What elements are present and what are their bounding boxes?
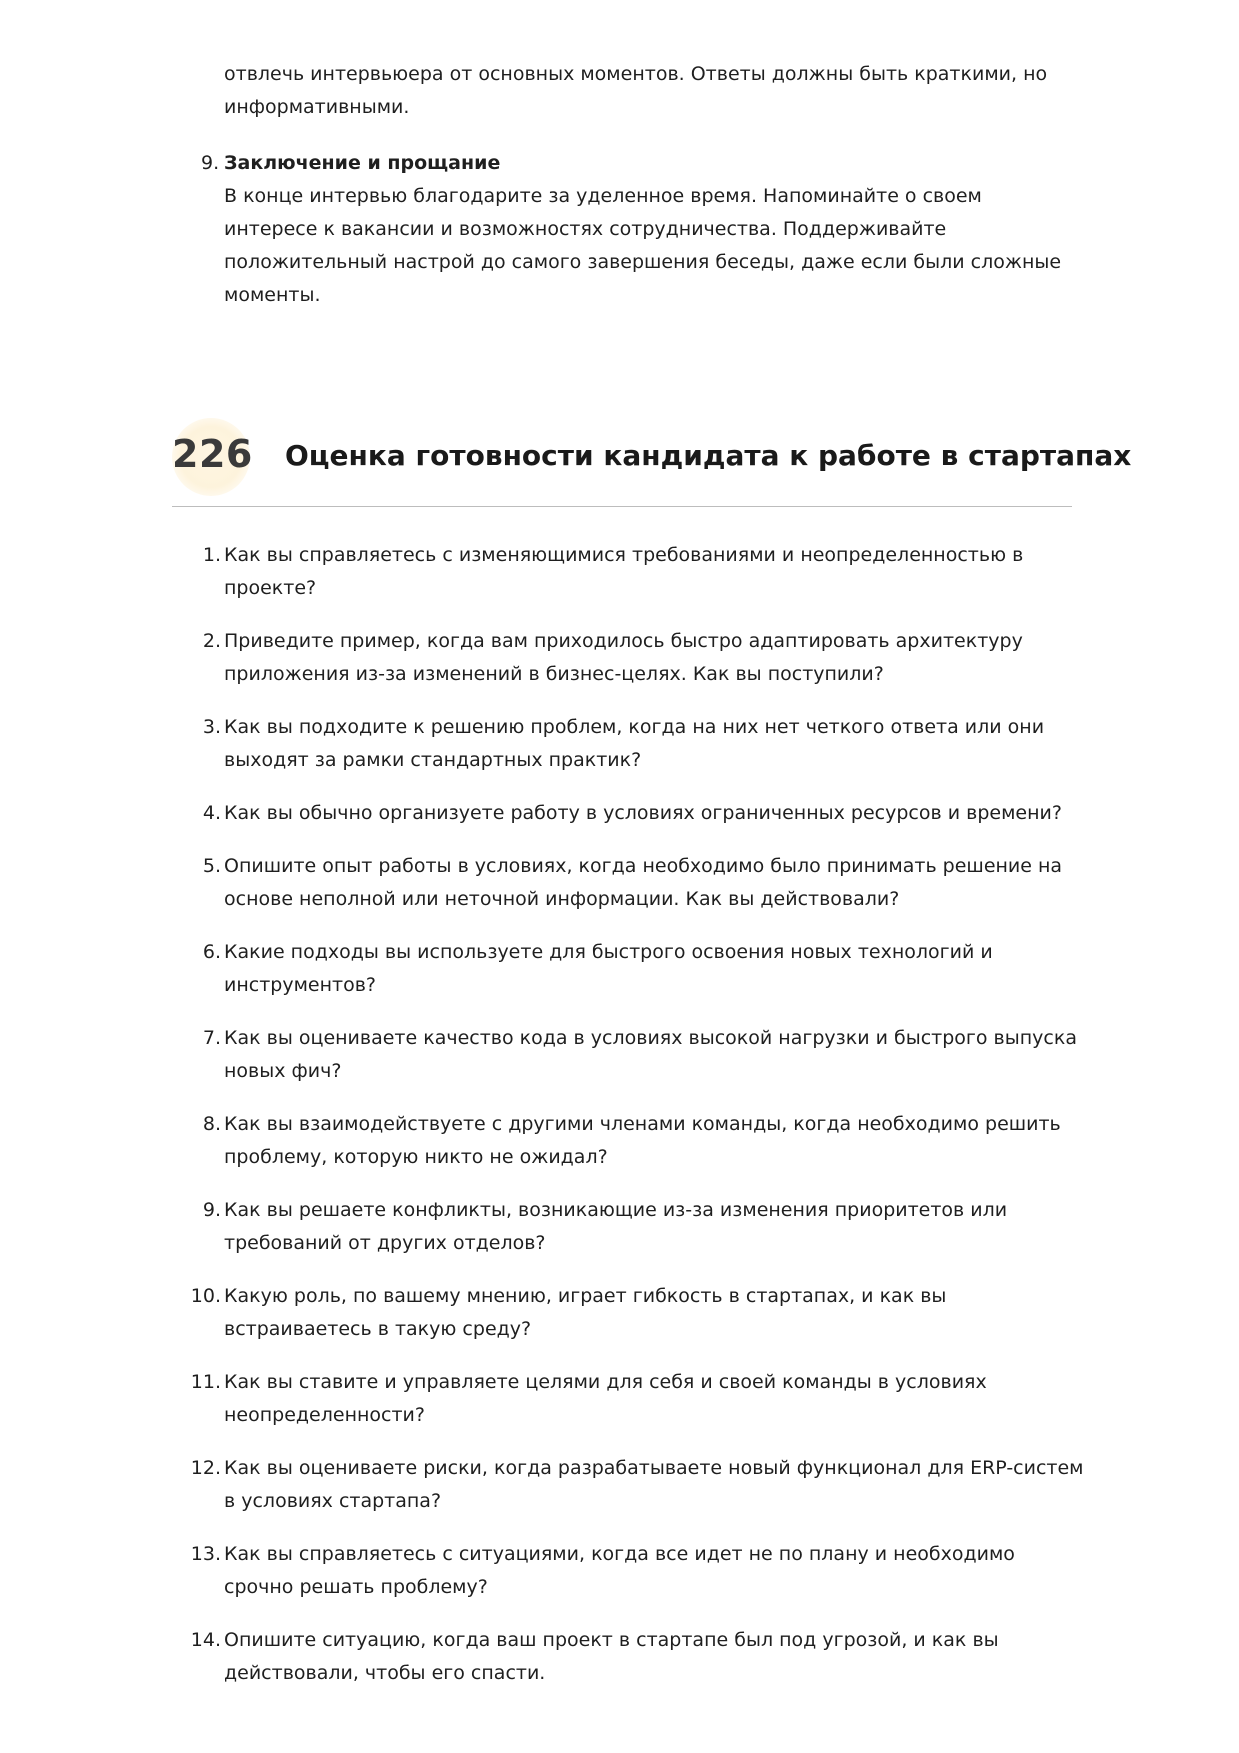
- question-number: 7.: [202, 1027, 221, 1049]
- question-item: [202, 936, 1084, 1002]
- question-text: Как вы подходите к решению проблем, когда на них нет четкого ответа или они выходят за рамки стандартных практик?: [224, 716, 1045, 771]
- section-number: 226: [172, 432, 253, 476]
- question-text: Опишите ситуацию, когда ваш проект в стартапе был под угрозой, и как вы действовали, чтобы его спасти.: [224, 1629, 999, 1684]
- question-text: Как вы решаете конфликты, возникающие из-за изменения приоритетов или требований от других отделов?: [224, 1199, 1008, 1254]
- continuation-paragraph: [224, 58, 1064, 124]
- question-item: [202, 1022, 1084, 1088]
- question-number: 5.: [202, 855, 221, 877]
- question-number: 2.: [202, 630, 221, 652]
- question-text: Приведите пример, когда вам приходилось быстро адаптировать архитектуру приложения из-за изменений в бизнес-целях. Как вы поступили?: [224, 630, 1023, 685]
- question-number: 11.: [190, 1371, 221, 1393]
- question-text: Как вы справляетесь с изменяющимися требованиями и неопределенностью в проекте?: [224, 544, 1024, 599]
- previous-item-number: 9.: [201, 152, 220, 174]
- previous-item-body: В конце интервью благодарите за уделенное время. Напоминайте о своем интересе к вакансии и возможностях сотрудничества. Поддерживайте положительный настрой до самого завершения беседы, даже если были сложные моменты.: [224, 185, 1062, 306]
- question-item: [190, 1366, 1084, 1432]
- question-text: Какие подходы вы используете для быстрого освоения новых технологий и инструментов?: [224, 941, 993, 996]
- question-item: [202, 1108, 1084, 1174]
- previous-list-item: [201, 147, 1064, 312]
- question-item: [202, 539, 1084, 605]
- question-item: [190, 1280, 1084, 1346]
- question-number: 1.: [202, 544, 221, 566]
- question-number: 3.: [202, 716, 221, 738]
- question-text: Как вы оцениваете качество кода в условиях высокой нагрузки и быстрого выпуска новых фич?: [224, 1027, 1077, 1082]
- continuation-text: отвлечь интервьюера от основных моментов. Ответы должны быть краткими, но информативными.: [224, 63, 1048, 118]
- question-number: 10.: [190, 1285, 221, 1307]
- question-text: Как вы справляетесь с ситуациями, когда все идет не по плану и необходимо срочно решать проблему?: [224, 1543, 1015, 1598]
- section-title: Оценка готовности кандидата к работе в стартапах: [285, 439, 1132, 472]
- question-item: [190, 1624, 1084, 1690]
- question-item: [190, 1452, 1084, 1518]
- question-text: Какую роль, по вашему мнению, играет гибкость в стартапах, и как вы встраиваетесь в такую среду?: [224, 1285, 947, 1340]
- question-text: Как вы обычно организуете работу в условиях ограниченных ресурсов и времени?: [224, 802, 1062, 824]
- question-list: [190, 539, 1084, 1710]
- question-number: 8.: [202, 1113, 221, 1135]
- question-number: 9.: [202, 1199, 221, 1221]
- question-number: 12.: [190, 1457, 221, 1479]
- question-text: Как вы оцениваете риски, когда разрабатываете новый функционал для ERP-систем в условиях стартапа?: [224, 1457, 1084, 1512]
- question-text: Как вы взаимодействуете с другими членами команды, когда необходимо решить проблему, которую никто не ожидал?: [224, 1113, 1061, 1168]
- question-number: 4.: [202, 802, 221, 824]
- question-text: Как вы ставите и управляете целями для себя и своей команды в условиях неопределенности?: [224, 1371, 987, 1426]
- question-item: [202, 797, 1084, 830]
- question-item: [202, 850, 1084, 916]
- question-item: [202, 1194, 1084, 1260]
- section-header: [172, 418, 1132, 507]
- question-number: 6.: [202, 941, 221, 963]
- question-item: [202, 711, 1084, 777]
- question-text: Опишите опыт работы в условиях, когда необходимо было принимать решение на основе неполной или неточной информации. Как вы действовали?: [224, 855, 1063, 910]
- question-number: 14.: [190, 1629, 221, 1651]
- previous-item-title: Заключение и прощание: [224, 152, 501, 174]
- question-item: [202, 625, 1084, 691]
- question-number: 13.: [190, 1543, 221, 1565]
- question-item: [190, 1538, 1084, 1604]
